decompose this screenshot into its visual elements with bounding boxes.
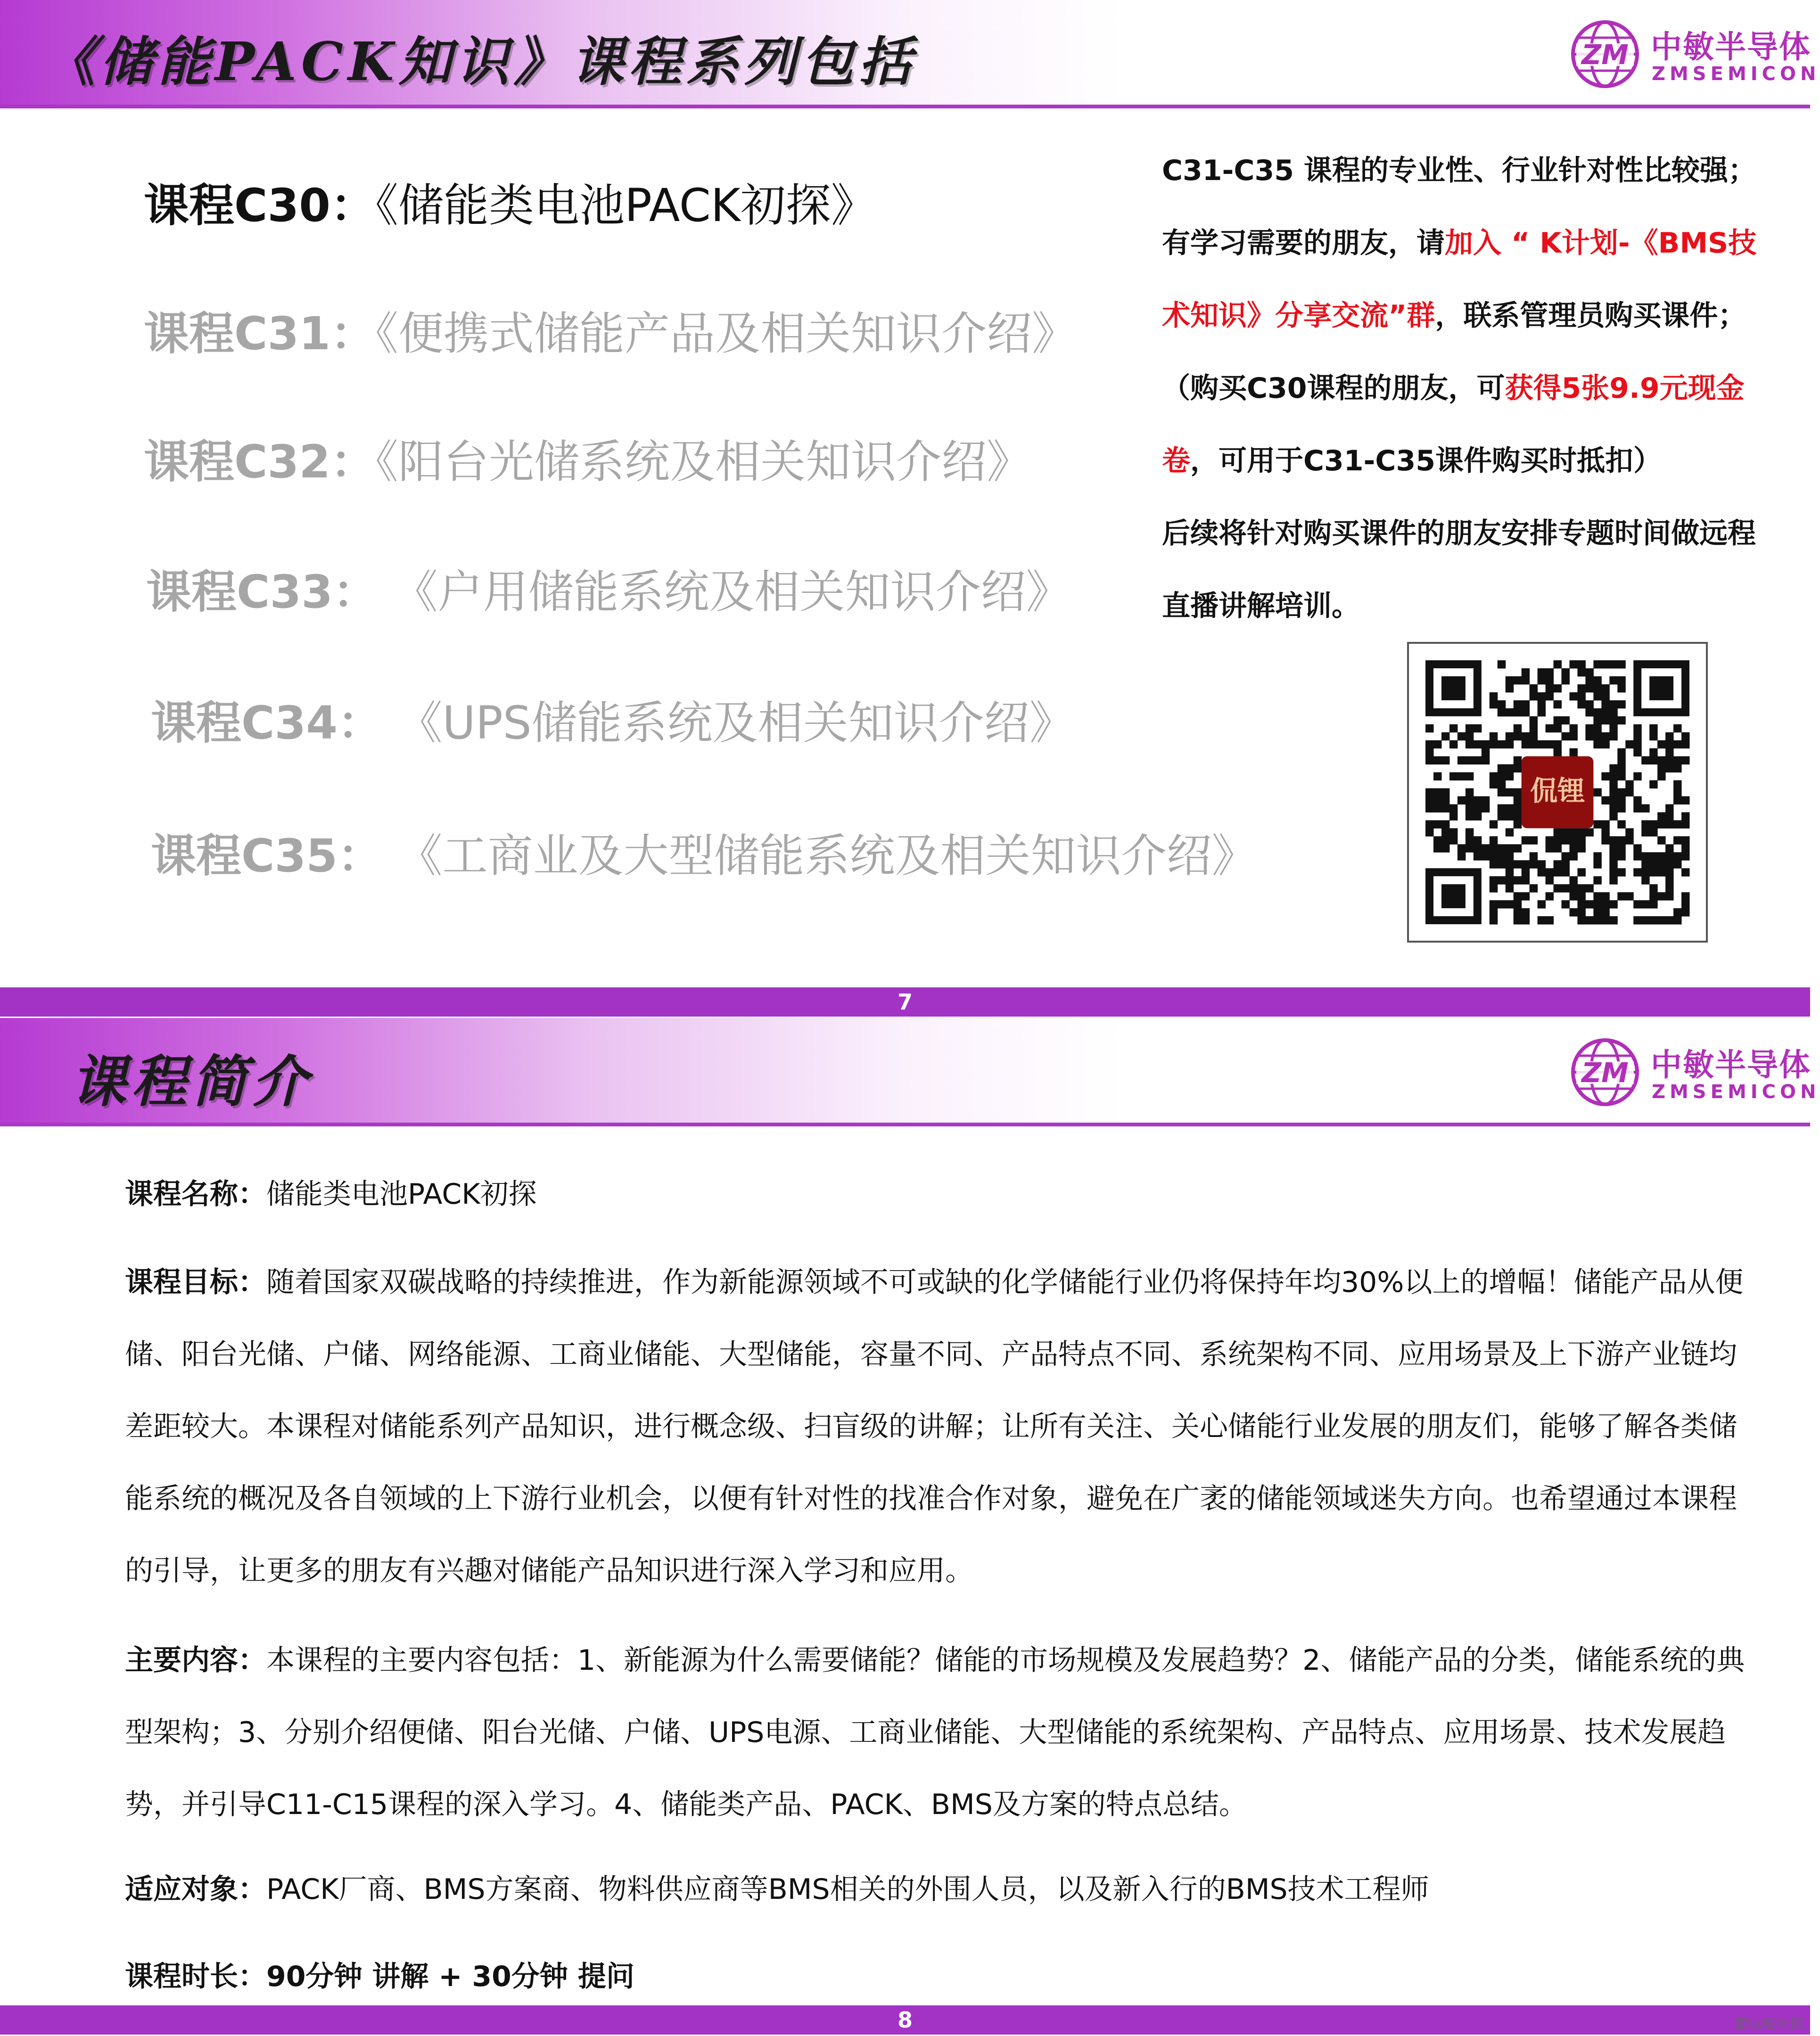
- zm-globe-logo-icon: [1570, 1037, 1640, 1108]
- course-item-c31: [144, 298, 1077, 362]
- site-watermark: 面包板社区: [1734, 2016, 1804, 2033]
- page-number-bar: [0, 2005, 1810, 2035]
- header-divider: [0, 105, 1810, 108]
- course-name-section: [125, 1158, 1761, 1231]
- page-number-bar: [0, 987, 1810, 1017]
- slide-7: [0, 0, 1820, 1015]
- page-number: 8: [897, 2007, 913, 2033]
- section-text: PACK厂商、BMS方案商、物料供应商等BMS相关的外围人员，以及新入行的BMS技术工程师: [266, 1873, 1429, 1906]
- notice-text: 有学习需要的朋友，请: [1162, 227, 1445, 260]
- section-text: 随着国家双碳战略的持续推进，作为新能源领域不可或缺的化学储能行业仍将保持年均30%以上的增幅！储能产品从便储、阳台光储、户储、网络能源、工商业储能、大型储能，容量不同、产品特点不同、系统架构不同、应用场景及上下游产业链均差距较大。本课程对储能系列产品知识，进行概念级、扫盲级的讲解；让所有关注、关心储能行业发展的朋友们，能够了解各类储能系统的概况及各自领域的上下游行业机会，以便有针对性的找准合作对象，避免在广袤的储能领域迷失方向。也希望通过本课程的引导，让更多的朋友有兴趣对储能产品知识进行深入学习和应用。: [125, 1266, 1744, 1587]
- course-name: 《便携式储能产品及相关知识介绍》: [376, 307, 1078, 360]
- course-item-c34: [151, 687, 1075, 752]
- logo-chinese-name: 中敏半导体: [1651, 29, 1811, 65]
- zm-globe-logo-icon: [1570, 19, 1640, 90]
- section-text: 本课程的主要内容包括：1、新能源为什么需要储能？储能的市场规模及发展趋势？2、储能产品的分类，储能系统的典型架构；3、分别介绍便储、阳台光储、户储、UPS电源、工商业储能、大型储能的系统架构、产品特点、应用场景、技术发展趋势，并引导C11-C15课程的深入学习。4、储能类产品、PACK、BMS及方案的特点总结。: [125, 1644, 1745, 1821]
- target-audience-section: [125, 1854, 1761, 1926]
- notice-paragraph-2: [1162, 207, 1775, 497]
- slide-title: 课程简介: [71, 1049, 313, 1114]
- course-item-c33: [146, 556, 1071, 621]
- section-label: 课程目标：: [125, 1266, 266, 1299]
- notice-line-3: 后续将针对购买课件的朋友安排专题时间做远程直播讲解培训。: [1162, 517, 1756, 623]
- svg-text:ZM: ZM: [1581, 39, 1629, 71]
- course-code: 课程C30：: [144, 179, 376, 232]
- slide-title: 《储能PACK知识》课程系列包括: [42, 31, 916, 93]
- page-number: 7: [897, 989, 913, 1015]
- qr-finder-pattern: [1429, 664, 1477, 712]
- course-name: 《工商业及大型储能系统及相关知识介绍》: [383, 829, 1257, 882]
- section-text: 90分钟 讲解 + 30分钟 提问: [266, 1960, 634, 1993]
- section-label: 主要内容：: [125, 1644, 266, 1677]
- notice-text: ，可用于C31-C35课件购买时抵扣）: [1190, 444, 1662, 477]
- notice-text: ，联系管理员购买课件；（购买C30课程的朋友，可: [1162, 299, 1746, 405]
- qr-finder-pattern: [1638, 664, 1686, 712]
- section-label: 课程名称：: [125, 1178, 266, 1211]
- voucher-highlight: 获得5张9.9元现金卷: [1162, 372, 1745, 477]
- company-logo: [1570, 1037, 1820, 1108]
- slide-header: [0, 0, 1820, 106]
- join-group-highlight: 加入 “ K计划-《BMS技术知识》分享交流”群: [1162, 227, 1757, 332]
- course-name: 《UPS储能系统及相关知识介绍》: [383, 697, 1075, 749]
- course-code: 课程C31：: [144, 307, 376, 360]
- course-name: 《户用储能系统及相关知识介绍》: [378, 566, 1071, 618]
- course-name: 《阳台光储系统及相关知识介绍》: [376, 435, 1032, 488]
- qr-code-icon: [1425, 660, 1689, 924]
- company-logo: [1570, 19, 1820, 90]
- course-item-c32: [144, 426, 1032, 491]
- course-code: 课程C35：: [151, 829, 383, 882]
- course-name: 《储能类电池PACK初探》: [376, 179, 876, 232]
- wechat-qr-code: [1407, 642, 1708, 943]
- section-label: 课程时长：: [125, 1960, 266, 1993]
- logo-english-name: ZMSEMICON: [1652, 1081, 1820, 1103]
- section-text: 储能类电池PACK初探: [266, 1178, 537, 1211]
- header-divider: [0, 1123, 1810, 1126]
- course-goal-section: [125, 1247, 1761, 1607]
- purchase-notice: [1162, 134, 1775, 642]
- svg-text:ZM: ZM: [1581, 1057, 1629, 1089]
- course-code: 课程C33：: [146, 566, 379, 618]
- notice-line-1: C31-C35 课程的专业性、行业针对性比较强；: [1162, 154, 1756, 187]
- qr-center-text: 侃锂: [1530, 774, 1585, 807]
- course-item-c30: [144, 170, 876, 234]
- course-code: 课程C34：: [151, 697, 383, 749]
- course-item-c35: [151, 820, 1257, 885]
- course-code: 课程C32：: [144, 435, 376, 488]
- qr-finder-pattern: [1429, 872, 1477, 920]
- slide-header: [0, 1018, 1820, 1124]
- main-content-section: [125, 1625, 1761, 1841]
- logo-english-name: ZMSEMICON: [1652, 63, 1820, 85]
- duration-section: [125, 1941, 1761, 2013]
- section-label: 适应对象：: [125, 1873, 266, 1906]
- logo-chinese-name: 中敏半导体: [1651, 1047, 1811, 1083]
- slide-8: [0, 1018, 1820, 2003]
